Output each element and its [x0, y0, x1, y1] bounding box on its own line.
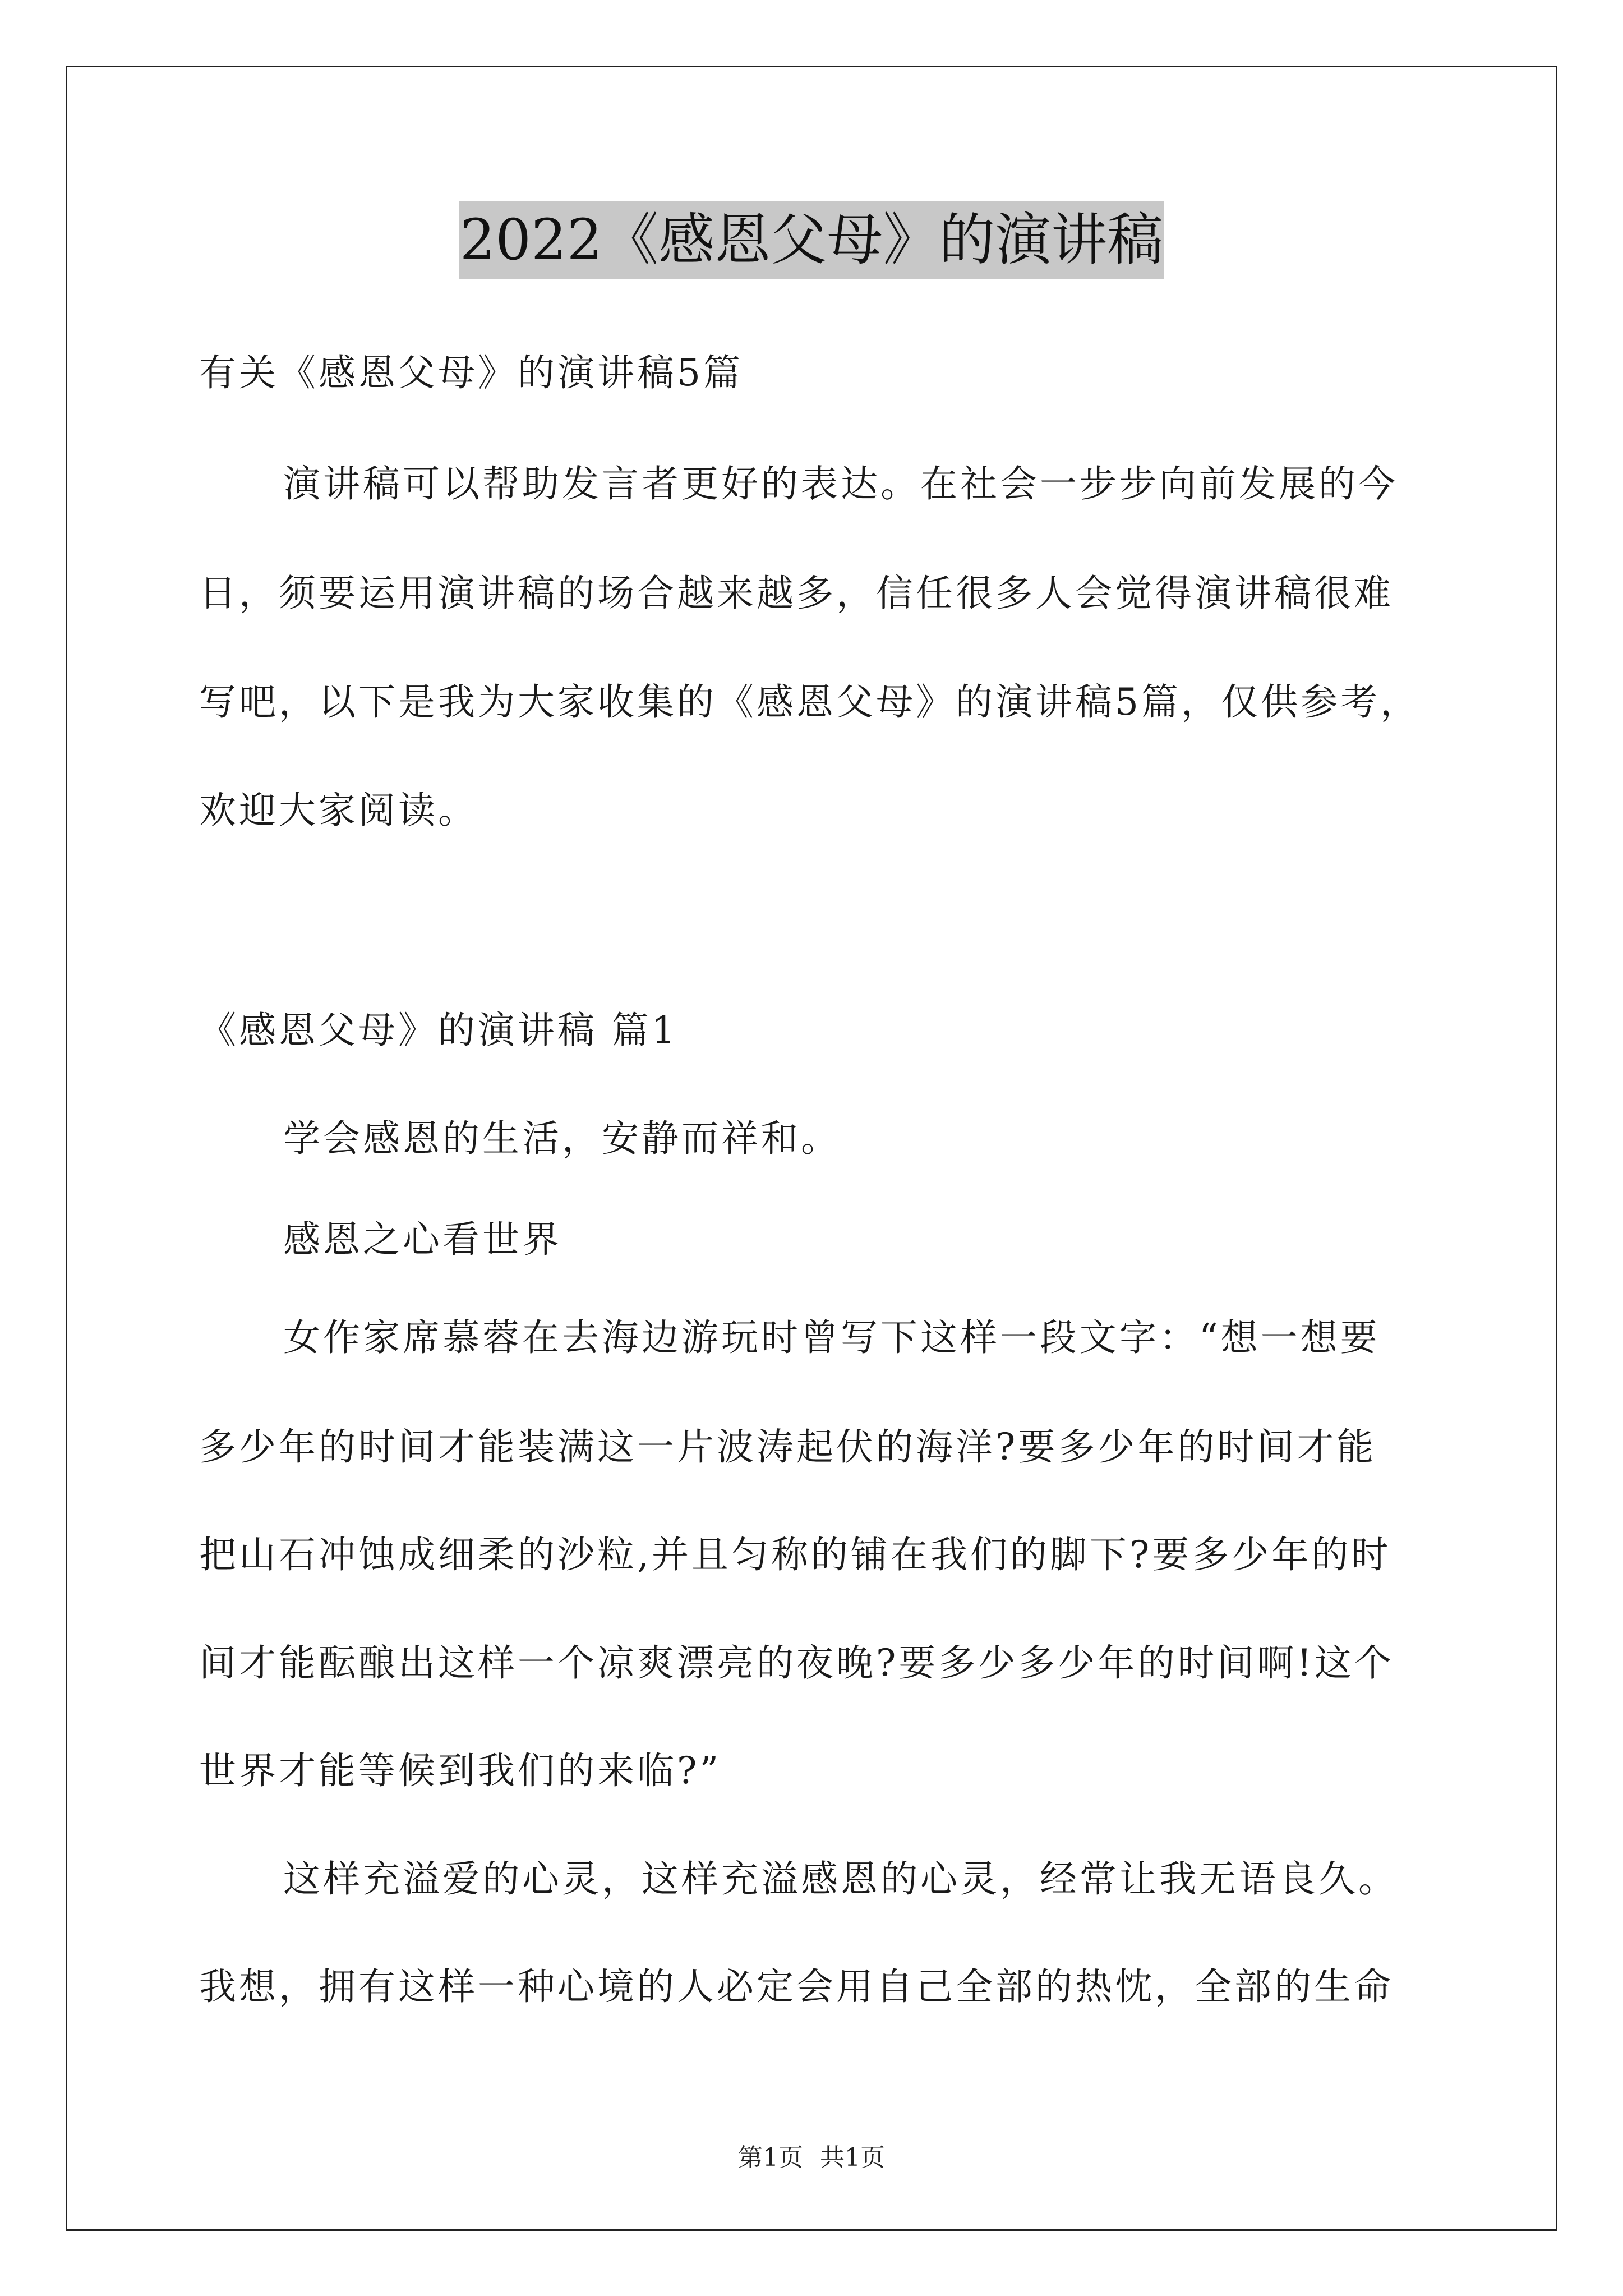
page-current: 第1页 — [738, 2143, 803, 2172]
body-line-6: 间才能酝酿出这样一个凉爽漂亮的夜晚?要多少多少年的时间啊!这个 — [199, 1641, 1394, 1685]
intro-line-2: 日，须要运用演讲稿的场合越来越多，信任很多人会觉得演讲稿很难 — [199, 572, 1394, 615]
body-line-9: 我想，拥有这样一种心境的人必定会用自己全部的热忱，全部的生命 — [199, 1965, 1394, 2008]
subtitle: 有关《感恩父母》的演讲稿5篇 — [199, 351, 743, 394]
body-line-7: 世界才能等候到我们的来临?” — [199, 1749, 722, 1792]
section-heading: 《感恩父母》的演讲稿 篇1 — [199, 1009, 678, 1052]
intro-line-3: 写吧，以下是我为大家收集的《感恩父母》的演讲稿5篇，仅供参考， — [199, 680, 1420, 724]
document-title: 2022《感恩父母》的演讲稿 — [459, 201, 1165, 279]
intro-line-1: 演讲稿可以帮助发言者更好的表达。在社会一步步向前发展的今 — [283, 462, 1398, 505]
intro-line-4: 欢迎大家阅读。 — [199, 789, 478, 832]
body-line-4: 多少年的时间才能装满这一片波涛起伏的海洋?要多少年的时间才能 — [199, 1425, 1377, 1469]
body-line-5: 把山石冲蚀成细柔的沙粒,并且匀称的铺在我们的脚下?要多少年的时 — [199, 1533, 1391, 1576]
body-line-3: 女作家席慕蓉在去海边游玩时曾写下这样一段文字：“想一想要 — [283, 1316, 1380, 1359]
body-line-2: 感恩之心看世界 — [283, 1218, 562, 1261]
title-container — [0, 201, 1623, 279]
page-footer — [0, 2137, 1623, 2173]
body-line-1: 学会感恩的生活，安静而祥和。 — [283, 1117, 841, 1160]
body-line-8: 这样充溢爱的心灵，这样充溢感恩的心灵，经常让我无语良久。 — [283, 1857, 1398, 1901]
page-total: 共1页 — [820, 2143, 885, 2172]
